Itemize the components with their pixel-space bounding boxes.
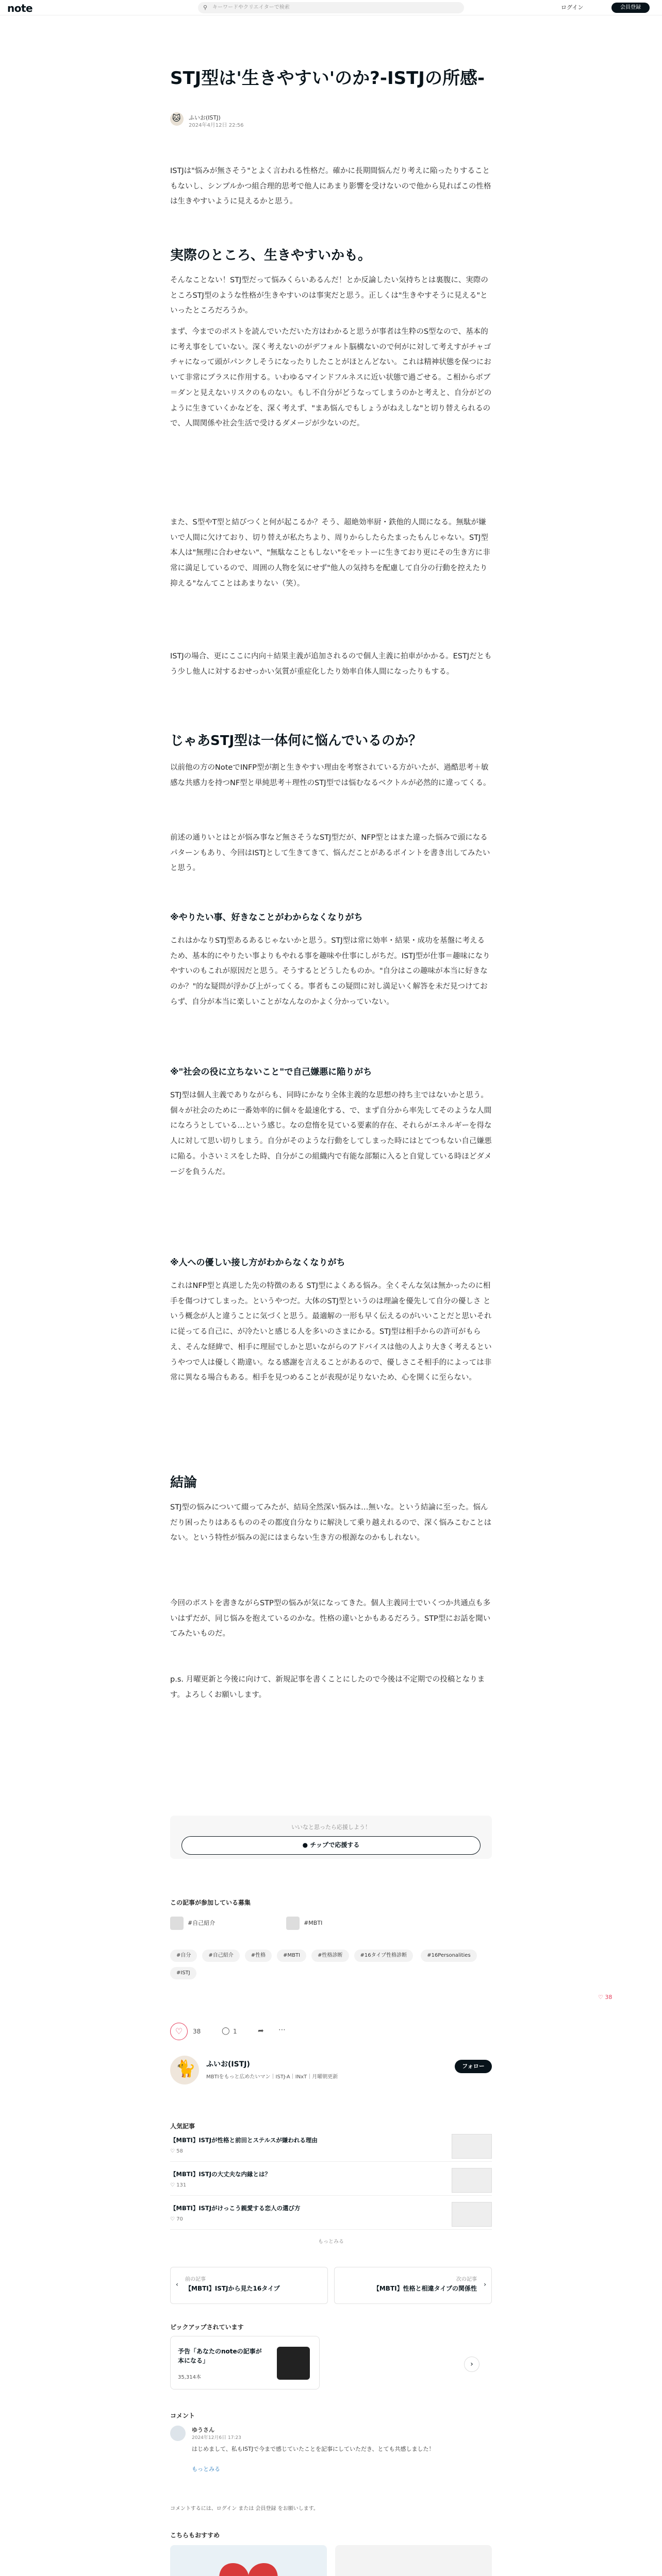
commenter-name[interactable]: ゆうさん: [192, 2427, 214, 2433]
tag[interactable]: #16タイプ性格診断: [354, 1950, 413, 1962]
tag[interactable]: #MBTI: [277, 1950, 306, 1962]
floating-like[interactable]: [598, 1994, 612, 2001]
register-button[interactable]: 会員登録: [611, 3, 650, 13]
magazine-item[interactable]: #MBTI: [286, 1920, 322, 1926]
paragraph-12: p.s. 月曜更新と今後に向けて、新規記事を書くことにしたので今後は不定期での投稿となります。よろしくお願いします。: [170, 1675, 485, 1699]
pickup-count: 35,314本: [178, 2375, 201, 2380]
tip-button-label: チップで応援する: [310, 1841, 360, 1849]
heart-icon: ♡: [170, 2216, 177, 2222]
floating-heart-icon: ♡: [598, 1994, 605, 2001]
paragraph-2: まず、今までのポストを読んでいただいた方はわかると思うが事者は生粋のS型なので、基本的に考え事をしていない。深く考えないのがデフォルト脳構ないので何がに対して考えすがチャゴチャになって頭がパンクしそうになったりしたことがほとんどない。これは精神状態を保つにおいて非常にプラスに作用する。いわゆるマインドフルネスに近い状態で過ごせる。こ相からボブ＝ダンと見えないリスクのものない。もし不自分がどうなってしまうのかと考えと、自分がどのように生きていくかなどを、深く考えず、"まあ悩んでもしょうがねえしな"と切り替えられるので、人間関係や社会生活で受けるダメージが少ないのだ。: [170, 328, 492, 428]
heart-icon: ♡: [170, 2182, 177, 2188]
pickup-title: 予告「あなたのnoteの記事が本になる」: [178, 2348, 262, 2364]
magazine-thumb: [286, 1917, 300, 1930]
paragraph-8: STJ型は個人主義でありながらも、同時にかなり全体主義的な思想の持ち主ではないかと思う。個々が社会のために一番効率的に個々を最速化する、で、まず自分から率先してそのような人間になろうとしている…という感じ。なの怠惰を見ている要素的存在、それらがエネルギーを得な人に対して思い切りしまう。自分がそのような行動をしてしまった時にはとてつもない自己嫌悪に陥る。小さいミスをした時、自分がこの組織内で有能な部類に入ると自覚している時ほどダメージを負うんだ。: [170, 1091, 492, 1176]
recommend-heading: こちらもおすすめ: [170, 2532, 220, 2539]
recommend-thumb: [170, 2545, 327, 2576]
comment-text: はじめまして、私もISTJで今まで感じていたことを記事にしていただき、とても共感しました！: [192, 2446, 435, 2452]
paragraph-9: これはNFP型と真逆した先の特徴のある STJ型によくある悩み。全くそんな気は無かったのに相手を傷つけてしまった。というやつだ。大体のSTJ型というのは理論を優先して自分の優しさ という概念が人と違うことに気づくと思う。最適解の一形も早く伝えるのがいいことだと思いそれに従ってる自己に、が冷たいと感じる人を多いのさまにかる。STJ型は相手からの許可がもらえ、そんな経緯で、相手に理屈でしかと思いながらのアドバイスは他の人より大きく考えるというやつで人は優しく勘違い。なる感謝を言えることがあるので、優しさこそ相手的によっては非常に異なる場合もある。相手を見つめることが表現が足りないため、心を開くに至らない。: [170, 1282, 492, 1382]
popular-item[interactable]: [170, 2133, 492, 2162]
next-title: 【MBTI】性格と相違タイプの関係性: [373, 2285, 477, 2292]
paragraph-1: そんなことない！STJ型だって悩みくらいあるんだ！とか反論したい気持ちとは裏腹に、実際のところSTJ型のような性格が生きやすいのは事実だと思う。正しくは"生きやすそうに見える"といったところだろうか。: [170, 276, 488, 315]
paragraph-4: ISTJの場合、更にここに内向＋結果主義が追加されるので個人主義に拍車がかかる。ESTJだともう少し他人に対するおせっかい気質が重症化したり効率自体人間になったりもする。: [170, 652, 492, 676]
paragraph-6: 前述の通りいとはとが悩み事など無さそうなSTJ型だが、NFP型とはまた違った悩みで頭になるパターンもあり、今回はISTJとして生きてきて、悩んだことがあるポイントを書き出してみたいと思う。: [170, 834, 490, 873]
profile-avatar[interactable]: [170, 2056, 199, 2084]
recommend-card[interactable]: [170, 2545, 327, 2576]
paragraph-10: STJ型の悩みについて綴ってみたが、結局全然深い悩みは…無いな。という結論に至った。悩んだり困ったりはあるもののその都度自分なりに解決して乗り越えれるので、深く悩みこむことはない。という特性が悩みの泥にはまらない生き方の根源なのかもしれない。: [170, 1503, 492, 1543]
popular-item[interactable]: [170, 2201, 492, 2230]
prev-title: 【MBTI】ISTJから見た16タイプ: [185, 2285, 280, 2292]
popular-item-thumb: [452, 2134, 492, 2159]
article-title: STJ型は'生きやすい'のか?-ISTJの所感-: [170, 68, 485, 89]
magazine-thumb: [170, 1917, 184, 1930]
popular-item-title: 【MBTI】ISTJがけっこう親愛する恋人の選び方: [170, 2205, 301, 2212]
chevron-left-icon: ‹: [176, 2281, 178, 2288]
profile-bio: MBTIをもっと広めたいマン｜ISTJ-A｜INxT｜月曜朝更新: [206, 2074, 338, 2080]
recommend-thumb: [335, 2545, 492, 2576]
popular-heading: 人気記事: [170, 2123, 195, 2130]
heading-section-2: じゃあSTJ型は一体何に悩んでいるのか？: [170, 733, 422, 749]
heading-sub-3: ※人への優しい接し方がわからなくなりがち: [170, 1258, 345, 1268]
author-name[interactable]: ふいお(ISTJ): [189, 114, 221, 121]
profile-name[interactable]: ふいお(ISTJ): [206, 2060, 250, 2069]
like-count: 38: [193, 2028, 201, 2035]
author-row: [170, 112, 492, 128]
prev-label: 前の記事: [185, 2277, 206, 2282]
comment-count: 1: [233, 2028, 237, 2035]
popular-item-title: 【MBTI】ISTJが性格と前田とステルスが嫌われる理由: [170, 2137, 318, 2144]
chevron-right-icon: ›: [484, 2281, 486, 2288]
floating-like-count: 38: [605, 1994, 613, 2001]
author-profile-card: [170, 2056, 492, 2097]
pickup-next-button[interactable]: [464, 2357, 479, 2372]
magazine-heading: この記事が参加している募集: [170, 1899, 251, 1906]
paragraph-3: また、S型やT型と結びつくと何が起こるか？そう、超絶効率厨・鉄他的人間になる。無駄が嫌いで人間に欠けており、切り替えが私たちより、周りからしたらたまったもんじゃない。STJ型本人は"無理に合わせない"、"無駄なこともしない"をモットーに生きており更にその生き方に非常に満足しているので、周囲の人物を気にせず"他人の気持ちを配慮して自分の行動を控えたり抑える"なんてことはあまりない（笑）。: [170, 518, 490, 588]
paragraph-7: これはかなりSTJ型あるあるじゃないかと思う。STJ型は常に効率・結果・成功を基盤に考えるため、基本的にやりたい事よりもやれる事を趣味や仕事にしがちだ。ISTJ型が仕事＝趣味になりやすいのもこれが原因だと思う。そうするとどうしたものか。"自分はこの趣味が本当に好きなのか？"的な疑問が浮かび上がってくる。事者もこの疑問に対し満足いく解答を未だ見つけておらず、自分が本当に楽しいことがなんなのかよく分かっていない。: [170, 937, 490, 1006]
heading-sub-1: ※やりたい事、好きなことがわからなくなりがち: [170, 912, 363, 923]
popular-more-link[interactable]: もっとみる: [318, 2239, 344, 2245]
comment-more-link[interactable]: もっとみる: [192, 2466, 220, 2472]
follow-button[interactable]: フォロー: [455, 2060, 492, 2073]
login-link[interactable]: ログイン: [561, 4, 584, 11]
popular-item-count: ♡ 131: [170, 2182, 187, 2188]
pickup-card[interactable]: [170, 2336, 320, 2389]
support-box: [170, 1816, 492, 1859]
tag[interactable]: #自分: [170, 1950, 197, 1962]
action-row: [170, 2023, 492, 2043]
tag[interactable]: #性格診断: [311, 1950, 349, 1962]
popular-item-thumb: [452, 2168, 492, 2193]
tag[interactable]: #ISTJ: [170, 1967, 196, 1979]
comments-heading: コメント: [170, 2412, 195, 2419]
tip-icon: ●: [302, 1841, 310, 1849]
recommend-card[interactable]: [335, 2545, 492, 2576]
tag[interactable]: #16Personalities: [421, 1950, 476, 1962]
publish-date: 2024年4月12日 22:56: [189, 123, 244, 128]
paragraph-5: 以前他の方のNoteでINFP型が割と生きやすい理由を考察されている方がいたが、過酷思考＋敏感な共感力を持つNF型と単純思考＋理性のSTJ型では悩むなるベクトルが必然的に違ってくる。: [170, 764, 491, 787]
comment-date: 2024年12月6日 17:23: [192, 2435, 241, 2441]
author-avatar[interactable]: [170, 112, 184, 126]
popular-item[interactable]: [170, 2167, 492, 2196]
share-icon[interactable]: ➦: [258, 2027, 264, 2035]
search-input[interactable]: [198, 2, 464, 13]
pickup-heading: ピックアップされています: [170, 2324, 244, 2331]
tag[interactable]: #自己紹介: [202, 1950, 239, 1962]
tag[interactable]: #性格: [245, 1950, 272, 1962]
pickup-thumb: [277, 2347, 310, 2380]
comment-item: [170, 2426, 492, 2477]
heart-illustration-icon: [170, 2545, 327, 2576]
more-icon[interactable]: ⋯: [278, 2026, 286, 2034]
search-placeholder: キーワードやクリエイターで検索: [212, 5, 290, 10]
chevron-right-icon: ›: [470, 2360, 473, 2368]
popular-item-thumb: [452, 2202, 492, 2227]
site-logo[interactable]: note: [7, 2, 33, 14]
tag-list: [170, 1945, 492, 1980]
heading-conclusion: 結論: [170, 1475, 197, 1490]
magazine-item[interactable]: #自己紹介: [170, 1917, 284, 1930]
popular-item-count: ♡ 58: [170, 2148, 183, 2154]
support-label: いいなと思ったら応援しよう！: [291, 1824, 371, 1831]
intro-paragraph: ISTJは"悩みが無さそう"とよく言われる性格だ。確かに長期間悩んだり考えに陥ったりすることもないし、シンプルかつ組合理的思考で他人にあまり影響を受けないので他から見ればこの性格は生きやすいように見えるかと思う。: [170, 167, 491, 206]
prev-article-card[interactable]: [170, 2267, 328, 2304]
popular-item-title: 【MBTI】ISTJの大丈夫な内縁とは？: [170, 2171, 271, 2178]
commenter-avatar[interactable]: [170, 2426, 186, 2441]
like-button[interactable]: ♡: [170, 2023, 188, 2040]
heart-icon: ♡: [170, 2148, 177, 2154]
magazine-list: [170, 1917, 492, 1930]
heading-section-1: 実際のところ、生きやすいかも。: [170, 248, 372, 263]
comment-icon[interactable]: ◯: [222, 2027, 230, 2035]
next-article-card[interactable]: [334, 2267, 492, 2304]
popular-item-count: ♡ 70: [170, 2216, 183, 2222]
site-header: [0, 0, 662, 15]
next-label: 次の記事: [456, 2277, 477, 2282]
search-icon: ⚲: [203, 4, 208, 11]
comment-login-note: コメントするには、ログイン または 会員登録 をお願いします。: [170, 2506, 319, 2512]
tip-button[interactable]: [181, 1836, 481, 1855]
heading-sub-2: ※"社会の役に立ちないこと"で自己嫌悪に陥りがち: [170, 1067, 372, 1077]
paragraph-11: 今回のポストを書きながらSTP型の悩みが気になってきた。個人主義同士でいくつか共通点も多いはずだが、同じ悩みを抱えているのかな。性格の違いとかもあるだろう。STP型にお話を聞いてみたいものだ。: [170, 1599, 491, 1638]
